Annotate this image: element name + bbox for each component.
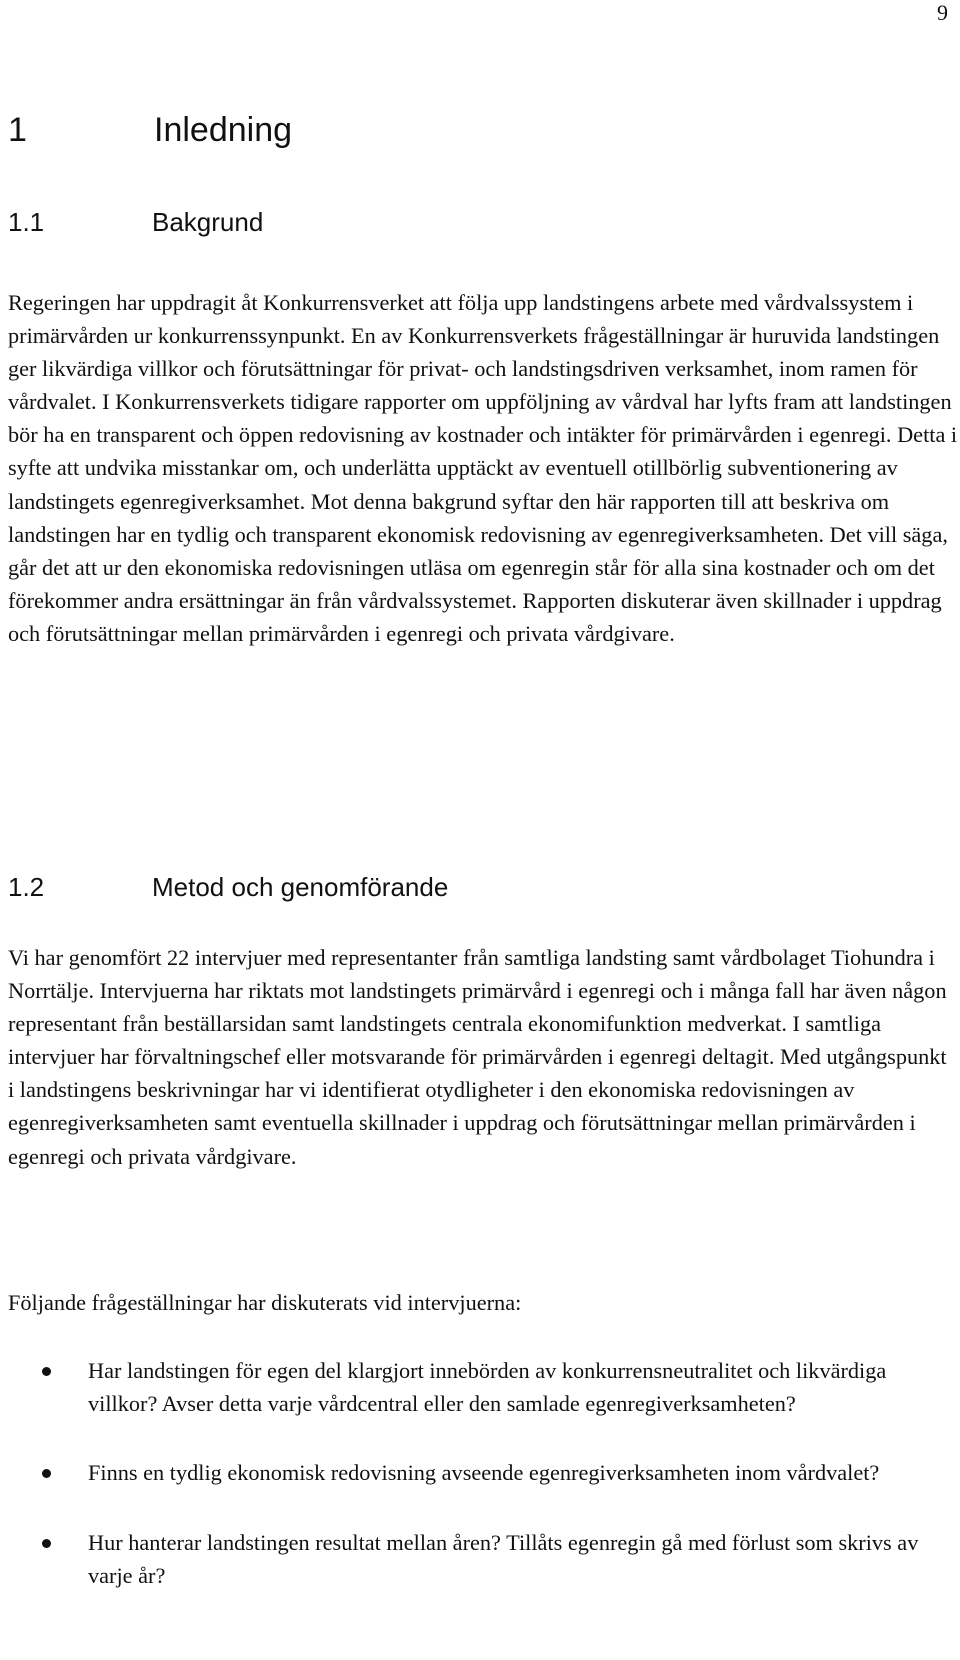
- list-item-text: Hur hanterar landstingen resultat mellan åren? Tillåts egenregin gå med förlust som skrivs av varje år?: [88, 1529, 919, 1588]
- page-number: 9: [937, 0, 948, 25]
- list-item-text: Har landstingen för egen del klargjort innebörden av konkurrensneutralitet och likvärdiga villkor? Avser detta varje vårdcentral eller den samlade egenregiverksamheten?: [88, 1358, 887, 1417]
- bullet-icon: [42, 1539, 51, 1548]
- list-item: [0, 1526, 960, 1592]
- section-number: 1.2: [8, 872, 45, 902]
- section-heading-metod: [8, 869, 448, 905]
- paragraph-questions-intro: Följande frågeställningar har diskuterats vid intervjuerna:: [8, 1290, 522, 1315]
- section-heading-bakgrund: [8, 204, 263, 240]
- chapter-heading: [8, 106, 292, 154]
- chapter-title: Inledning: [154, 111, 293, 149]
- question-list: [0, 1354, 960, 1628]
- chapter-number: 1: [8, 111, 27, 149]
- section-title: Bakgrund: [152, 207, 264, 237]
- paragraph-metod: Vi har genomfört 22 intervjuer med representanter från samtliga landsting samt vårdbolaget Tiohundra i Norrtälje. Intervjuerna har riktats mot landstingets primärvård i egenregi och i många fall har även någon representant från beställarsidan samt landstingets centrala ekonomifunktion medverkat. I samtliga intervjuer har förvaltningschef eller motsvarande för primärvården i egenregi deltagit. Med utgångspunkt i landstingens beskrivningar har vi identifierat otydligheter i den ekonomiska redovisningen av egenregiverksamheten samt eventuella skillnader i uppdrag och förutsättningar mellan primärvården i egenregi och privata vårdgivare.: [8, 945, 947, 1169]
- section-number: 1.1: [8, 207, 45, 237]
- bullet-icon: [42, 1469, 51, 1478]
- bullet-icon: [42, 1367, 51, 1376]
- list-item-text: Finns en tydlig ekonomisk redovisning avseende egenregiverksamheten inom vårdvalet?: [88, 1460, 880, 1486]
- list-item: [0, 1354, 960, 1420]
- paragraph-bakgrund: Regeringen har uppdragit åt Konkurrensverket att följa upp landstingens arbete med vårdvalssystem i primärvården ur konkurrenssynpunkt. En av Konkurrensverkets frågeställningar är huruvida landstingen ger likvärdiga villkor och förutsättningar för privat- och landstingsdriven verksamhet, inom ramen för vårdvalet. I Konkurrensverkets tidigare rapporter om uppföljning av vårdval har lyfts fram att landstingen bör ha en transparent och öppen redovisning av kostnader och intäkter för primärvården i egenregi. Detta i syfte att undvika misstankar om, och underlätta upptäckt av eventuell otillbörlig subventionering av landstingets egenregiverksamhet. Mot denna bakgrund syftar den här rapporten till att beskriva om landstingen har en tydlig och transparent ekonomisk redovisning av egenregiverksamheten. Det vill säga, går det att ur den ekonomiska redovisningen utläsa om egenregin står för alla sina kostnader och om det förekommer andra ersättningar än från vårdvalssystemet. Rapporten diskuterar även skillnader i uppdrag och förutsättningar mellan primärvården i egenregi och privata vårdgivare.: [8, 290, 958, 646]
- list-item: [0, 1456, 960, 1489]
- section-title: Metod och genomförande: [152, 872, 449, 902]
